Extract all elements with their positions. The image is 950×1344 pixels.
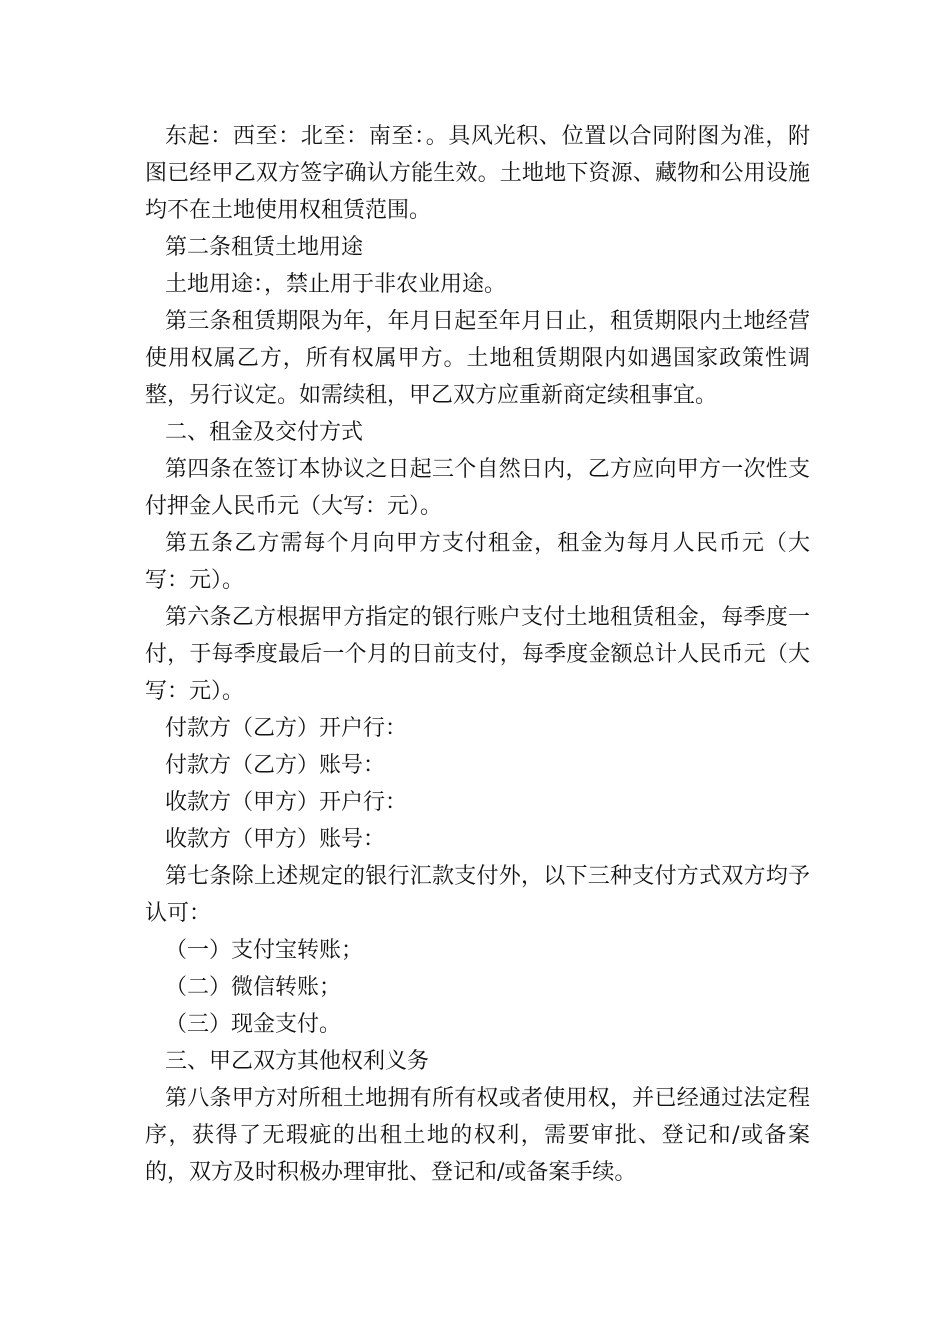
document-body <box>145 118 810 1191</box>
section-heading-obligations: 三、甲乙双方其他权利义务 <box>165 1049 430 1074</box>
payee-bank-line: 收款方（甲方）开户行： <box>165 790 408 815</box>
section-heading-rent: 二、租金及交付方式 <box>165 420 364 445</box>
paragraph-article-8: 第八条甲方对所租土地拥有所有权或者使用权，并已经通过法定程序，获得了无瑕疵的出租土地的权利，需要审批、登记和/或备案的，双方及时积极办理审批、登记和/或备案手续。 <box>145 1086 810 1185</box>
payee-account-line: 收款方（甲方）账号： <box>165 827 386 852</box>
payer-account-line: 付款方（乙方）账号： <box>165 753 386 778</box>
payment-option-cash: （三）现金支付。 <box>165 1012 342 1037</box>
paragraph-article-3: 第三条租赁期限为年，年月日起至年月日止，租赁期限内土地经营使用权属乙方，所有权属甲方。土地租赁期限内如遇国家政策性调整，另行议定。如需续租，甲乙双方应重新商定续租事宜。 <box>145 309 810 408</box>
paragraph-article-4: 第四条在签订本协议之日起三个自然日内，乙方应向甲方一次性支付押金人民币元（大写：元）。 <box>145 457 810 519</box>
paragraph-boundaries: 东起：西至：北至：南至：。具风光积、位置以合同附图为准，附图已经甲乙双方签字确认方能生效。土地地下资源、藏物和公用设施均不在土地使用权租赁范围。 <box>145 124 810 223</box>
paragraph-land-use: 土地用途：，禁止用于非农业用途。 <box>165 272 507 297</box>
paragraph-article-5: 第五条乙方需每个月向甲方支付租金，租金为每月人民币元（大写：元）。 <box>145 531 810 593</box>
payment-option-wechat: （二）微信转账； <box>165 975 342 1000</box>
paragraph-article-7: 第七条除上述规定的银行汇款支付外，以下三种支付方式双方均予认可： <box>145 864 810 926</box>
payer-bank-line: 付款方（乙方）开户行： <box>165 716 408 741</box>
heading-article-2: 第二条租赁土地用途 <box>165 235 364 260</box>
payment-option-alipay: （一）支付宝转账； <box>165 938 364 963</box>
paragraph-article-6: 第六条乙方根据甲方指定的银行账户支付土地租赁租金，每季度一付，于每季度最后一个月的日前支付，每季度金额总计人民币元（大写：元）。 <box>145 605 810 704</box>
